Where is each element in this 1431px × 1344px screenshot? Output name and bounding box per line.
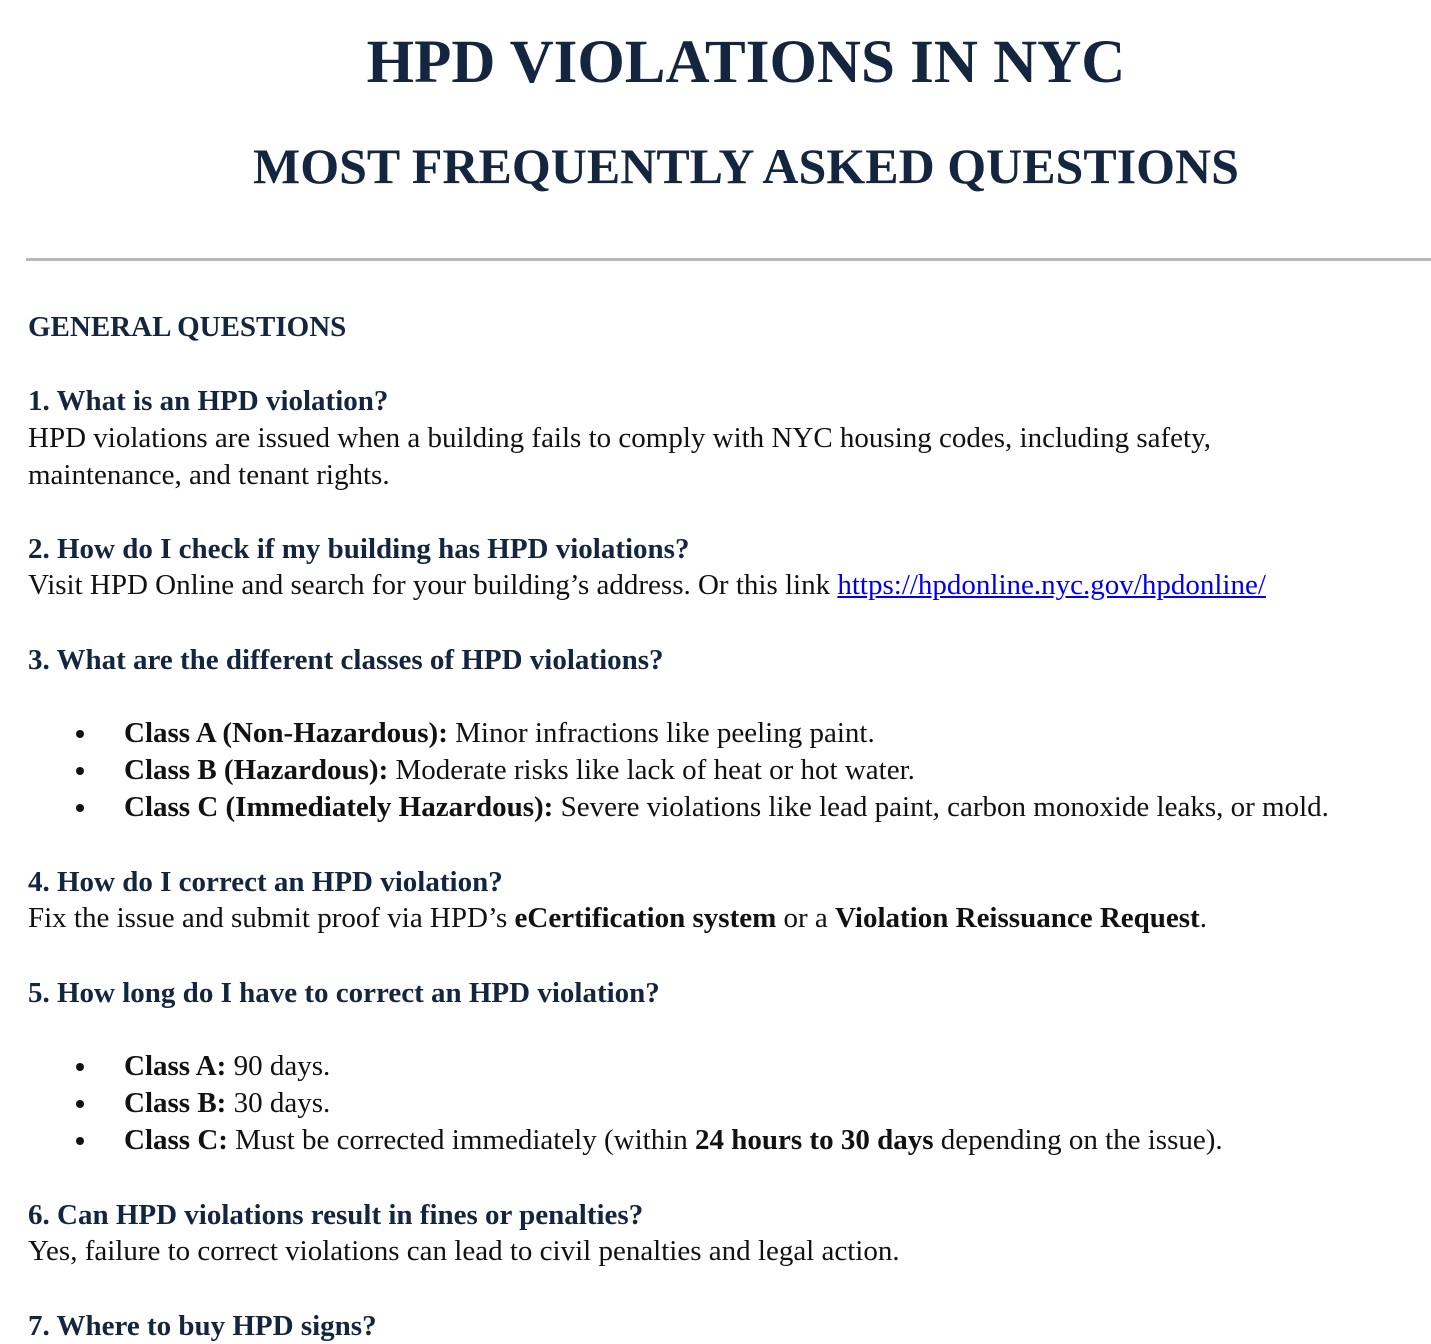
list-item-text: Moderate risks like lack of heat or hot water. xyxy=(388,754,915,786)
faq-question-6: 6. Can HPD violations result in fines or penalties? xyxy=(28,1199,644,1231)
faq-question-4: 4. How do I correct an HPD violation? xyxy=(28,866,503,898)
page-subtitle: MOST FREQUENTLY ASKED QUESTIONS xyxy=(253,138,1239,194)
list-item-class-b-deadline xyxy=(0,1085,1431,1122)
faq-answer-1-line-2: maintenance, and tenant rights. xyxy=(28,458,390,491)
list-item-label: Class A (Non-Hazardous): xyxy=(124,717,448,749)
faq-answer-4-text-mid: or a xyxy=(776,902,836,934)
faq-question-1: 1. What is an HPD violation? xyxy=(28,385,389,417)
faq-question-3: 3. What are the different classes of HPD violations? xyxy=(28,644,664,676)
ecertification-system: eCertification system xyxy=(514,902,777,934)
faq-answer-4 xyxy=(28,900,1207,937)
list-item-text: Minor infractions like peeling paint. xyxy=(447,717,875,749)
faq-answer-2 xyxy=(28,567,1266,604)
page-title: HPD VIOLATIONS IN NYC xyxy=(366,29,1126,96)
faq-answer-4-text-post: . xyxy=(1199,902,1207,934)
list-item-label: Class C: xyxy=(124,1124,228,1156)
list-item-text: 90 days. xyxy=(226,1050,331,1082)
list-item-text: 30 days. xyxy=(226,1087,331,1119)
faq-answer-6: Yes, failure to correct violations can lead to civil penalties and legal action. xyxy=(28,1235,900,1267)
list-item-text: Severe violations like lead paint, carbon monoxide leaks, or mold. xyxy=(553,791,1329,823)
list-item-bold-range: 24 hours to 30 days xyxy=(695,1124,934,1156)
faq-question-5: 5. How long do I have to correct an HPD violation? xyxy=(28,977,660,1009)
faq-question-2: 2. How do I check if my building has HPD violations? xyxy=(28,533,690,565)
list-item-class-c-deadline xyxy=(0,1122,1431,1159)
violation-classes-list xyxy=(0,715,1431,826)
list-item-label: Class B: xyxy=(124,1087,227,1119)
correction-deadlines-list xyxy=(0,1048,1431,1159)
list-item-class-c xyxy=(0,789,1431,826)
section-heading-general: GENERAL QUESTIONS xyxy=(28,311,347,343)
faq-answer-1-line-1: HPD violations are issued when a building fails to comply with NYC housing codes, including safety, xyxy=(28,422,1211,454)
list-item-text-post: depending on the issue). xyxy=(933,1124,1223,1156)
list-item-label: Class B (Hazardous): xyxy=(124,754,389,786)
faq-answer-1 xyxy=(28,420,1211,493)
list-item-label: Class C (Immediately Hazardous): xyxy=(124,791,554,823)
horizontal-divider xyxy=(26,258,1431,261)
list-item-label: Class A: xyxy=(124,1050,227,1082)
faq-question-7: 7. Where to buy HPD signs? xyxy=(28,1310,377,1342)
list-item-class-a-deadline xyxy=(0,1048,1431,1085)
list-item-text-pre: Must be corrected immediately (within xyxy=(227,1124,696,1156)
list-item-class-b xyxy=(0,752,1431,789)
faq-answer-4-text-pre: Fix the issue and submit proof via HPD’s xyxy=(28,902,515,934)
hpd-online-link[interactable]: https://hpdonline.nyc.gov/hpdonline/ xyxy=(837,569,1266,601)
violation-reissuance-request: Violation Reissuance Request xyxy=(835,902,1200,934)
list-item-class-a xyxy=(0,715,1431,752)
faq-answer-2-text: Visit HPD Online and search for your building’s address. Or this link xyxy=(28,569,838,601)
